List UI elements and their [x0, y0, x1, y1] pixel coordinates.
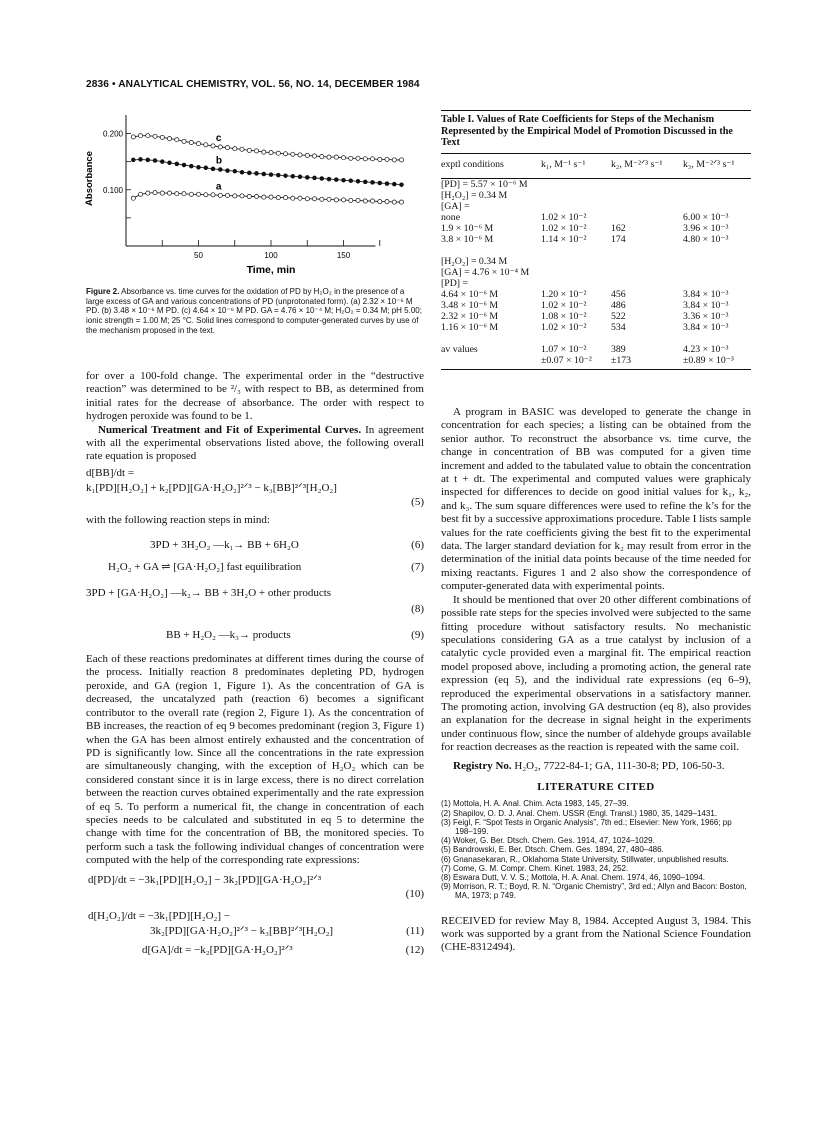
- table-row: [441, 223, 751, 234]
- data-point: [341, 156, 345, 160]
- data-point: [356, 156, 360, 160]
- data-point: [276, 196, 280, 200]
- data-point: [305, 176, 309, 180]
- reference-item: (3) Feigl, F. “Spot Tests in Organic Analysis”, 7th ed.; Elsevier: New York, 1966; pp 198–199.: [441, 817, 732, 836]
- data-point: [284, 174, 288, 178]
- data-point: [211, 144, 215, 148]
- equation-number: (7): [411, 561, 424, 574]
- data-point: [131, 135, 135, 139]
- data-point: [334, 155, 338, 159]
- series-label: a: [215, 181, 222, 193]
- data-point: [349, 198, 353, 202]
- y-axis-label: Absorbance: [84, 151, 95, 206]
- data-point: [189, 164, 193, 168]
- reference-item: (1) Mottola, H. A. Anal. Chim. Acta 1983, 145, 27–39.: [441, 799, 629, 809]
- table-cell: 6.00 × 10⁻³: [683, 211, 729, 223]
- data-point: [233, 194, 237, 198]
- data-point: [305, 153, 309, 157]
- table-cell: 522: [611, 310, 626, 322]
- equation-5b: k₁[PD][H₂O₂] + k₂[PD][GA·H₂O₂]²ᐟ³ − k₃[BB]²ᐟ³[H₂O₂]: [86, 482, 337, 495]
- figure-2: [84, 105, 424, 295]
- table-cell: [683, 267, 751, 278]
- data-point: [138, 134, 142, 138]
- table-cell: 3.48 × 10⁻⁶ M: [441, 299, 499, 311]
- data-point: [392, 158, 396, 162]
- table-row: [441, 333, 751, 344]
- reference-item: (4) Woker, G. Ber. Dtsch. Chem. Ges. 1914, 47, 1024–1029.: [441, 836, 655, 846]
- table-cell: ±0.07 × 10⁻²: [541, 355, 611, 370]
- data-point: [247, 148, 251, 152]
- table-cell: 174: [611, 233, 626, 245]
- table-row: [441, 178, 751, 190]
- data-point: [218, 145, 222, 149]
- table-cell: none: [441, 211, 461, 223]
- data-point: [342, 178, 346, 182]
- data-point: [247, 171, 251, 175]
- equation-number: (8): [411, 603, 424, 616]
- section-heading: Numerical Treatment and Fit of Experimental Curves.: [98, 423, 362, 436]
- data-point: [378, 200, 382, 204]
- data-point: [247, 194, 251, 198]
- equation-5a: d[BB]/dt =: [86, 466, 135, 479]
- registry-label: Registry No.: [453, 759, 512, 772]
- data-point: [298, 175, 302, 179]
- data-point: [320, 197, 324, 201]
- table-cell: [541, 267, 611, 278]
- table-cell: [541, 245, 611, 256]
- figure-caption: [86, 287, 424, 336]
- data-point: [225, 193, 229, 197]
- data-point: [146, 158, 150, 162]
- table-cell: 2.32 × 10⁻⁶ M: [441, 310, 499, 322]
- data-point: [240, 147, 244, 151]
- data-point: [204, 193, 208, 197]
- table-row: [441, 245, 751, 256]
- left-column: [86, 370, 424, 958]
- running-header: 2836 • ANALYTICAL CHEMISTRY, VOL. 56, NO. 14, DECEMBER 1984: [86, 79, 420, 90]
- table-cell: [541, 333, 611, 344]
- table-row: [441, 212, 751, 223]
- table-row: [441, 311, 751, 322]
- data-point: [146, 191, 150, 195]
- table-cell: [GA] = 4.76 × 10⁻⁴ M: [441, 266, 530, 278]
- table-cell: 4.80 × 10⁻³: [683, 233, 729, 245]
- data-point: [378, 181, 382, 185]
- data-point: [269, 151, 273, 155]
- table-cell: [683, 201, 751, 212]
- equation-6: 3PD + 3H₂O₂ —k₁→ BB + 6H₂O: [150, 539, 299, 552]
- table-cell: 3.84 × 10⁻³: [683, 299, 729, 311]
- table-row: [441, 300, 751, 311]
- table-cell: 1.08 × 10⁻²: [541, 310, 587, 322]
- data-point: [298, 196, 302, 200]
- table-row: [441, 278, 751, 289]
- data-point: [283, 196, 287, 200]
- data-point: [269, 173, 273, 177]
- data-point: [175, 192, 179, 196]
- data-point: [291, 152, 295, 156]
- data-point: [283, 152, 287, 156]
- equation-number: (9): [411, 629, 424, 642]
- table-cell: [611, 245, 683, 256]
- data-point: [334, 198, 338, 202]
- data-point: [131, 196, 135, 200]
- x-tick-label: 100: [264, 251, 278, 260]
- data-point: [226, 169, 230, 173]
- caption-text: Absorbance vs. time curves for the oxidation of PD by H₂O₂ in the presence of a large excess of GA and various concentrations of PD (unprotonated form). (a) 2.32 × 10⁻⁶ M PD. (b) 3.48 × 10⁻⁶ M PD. (c) 4.64 × 10⁻⁶ M PD. GA = 4.76 × 10⁻⁴ M; H₂O₂ = 0.34 M; pH 5.00; ionic strength = 1.00 M; 25 °C. Solid lines correspond to computer-generated curves by use of the mechanism proposed in the text.: [86, 287, 422, 335]
- data-point: [334, 178, 338, 182]
- table-cell: [683, 178, 751, 190]
- data-point: [167, 137, 171, 141]
- table-cell: [611, 190, 683, 201]
- data-point: [146, 134, 150, 138]
- reference-item: (9) Morrison, R. T.; Boyd, R. N. “Organic Chemistry”, 3rd ed.; Allyn and Bacon: Boston, MA, 1973; p 749.: [441, 882, 747, 901]
- table-1: [441, 110, 751, 370]
- table-cell: [PD] =: [441, 277, 469, 289]
- col-header: k₁, M⁻¹ s⁻¹: [541, 153, 611, 178]
- data-point: [327, 197, 331, 201]
- table-cell: [541, 190, 611, 201]
- table-cell: 1.02 × 10⁻²: [541, 222, 587, 234]
- data-point: [320, 177, 324, 181]
- received-note: RECEIVED for review May 8, 1984. Accepted August 3, 1984. This work was supported by a grant from the National Science Foundation (CHE-8312494).: [441, 914, 751, 954]
- table-cell: 1.02 × 10⁻²: [541, 321, 587, 333]
- data-point: [225, 146, 229, 150]
- data-point: [349, 179, 353, 183]
- series-label: c: [215, 133, 222, 144]
- data-point: [356, 198, 360, 202]
- data-point: [349, 156, 353, 160]
- table-cell: [541, 278, 611, 289]
- data-point: [204, 143, 208, 147]
- data-point: [167, 191, 171, 195]
- table-cell: 1.02 × 10⁻²: [541, 211, 587, 223]
- table-cell: [683, 333, 751, 344]
- equation-7: H₂O₂ + GA ⇌ [GA·H₂O₂] fast equilibration: [108, 561, 302, 574]
- paragraph: [86, 424, 424, 464]
- data-point: [182, 163, 186, 167]
- data-point: [211, 167, 215, 171]
- data-point: [276, 151, 280, 155]
- reference-item: (6) Gnanasekaran, R., Oklahoma State University, Stillwater, unpublished results.: [441, 854, 729, 864]
- table-cell: [611, 267, 683, 278]
- table-cell: [611, 201, 683, 212]
- data-point: [399, 200, 403, 204]
- data-point: [370, 157, 374, 161]
- data-point: [139, 158, 143, 162]
- data-point: [160, 160, 164, 164]
- paragraph: Each of these reactions predominates at different times during the course of the process. Initially reaction 8 predominates depleting PD, hydrogen peroxide, and GA (region 1, Figure 1). As the concentration of GA is decreased, the uncatalyzed path (reaction 6) becomes a significant contributor to the overall rate (region 2, Figure 1). As the concentration of BB increases, the reaction of eq 9 becomes predominant (region 3, Figure 1) when the GA has been almost entirely exhausted and the concentration of PD is significantly low. Since all the concentrations in the rate expression are simultaneously changing, with the exception of H₂O₂ which can be considered constant since it is in large excess, there is no direct correlation between the reaction curves obtained experimentally and the rate expression of eq 5. To perform a numerical fit, the change in concentration of each species needs to be calculated and substituted in eq 5 to determine the change with time for the concentration of BB, the monitored species. To perform such a task the following individual changes of concentration were computed with the help of the corresponding rate expressions:: [86, 653, 424, 867]
- table-row: [441, 234, 751, 245]
- data-point: [254, 194, 258, 198]
- table-cell: 1.20 × 10⁻²: [541, 288, 587, 300]
- data-point: [276, 173, 280, 177]
- data-point: [233, 147, 237, 151]
- data-point: [298, 153, 302, 157]
- data-point: [197, 165, 201, 169]
- data-point: [182, 139, 186, 143]
- data-point: [175, 162, 179, 166]
- table-cell: 4.23 × 10⁻³: [683, 343, 729, 355]
- table-row: [441, 201, 751, 212]
- data-point: [182, 192, 186, 196]
- data-point: [305, 197, 309, 201]
- data-point: [363, 199, 367, 203]
- data-point: [399, 158, 403, 162]
- data-point: [327, 177, 331, 181]
- data-point: [385, 182, 389, 186]
- series-line: [133, 193, 401, 203]
- table-row: [441, 355, 751, 370]
- x-tick-label: 50: [194, 251, 203, 260]
- table-cell: 3.8 × 10⁻⁶ M: [441, 233, 494, 245]
- equation-number: (12): [405, 943, 424, 956]
- data-point: [196, 192, 200, 196]
- reference-item: (2) Shapilov, O. D. J. Anal. Chem. USSR (Engl. Transl.) 1980, 35, 1429–1431.: [441, 808, 717, 818]
- caption-label: Figure 2.: [86, 287, 120, 296]
- table-cell: 389: [611, 343, 626, 355]
- table-row: [441, 256, 751, 267]
- table-cell: [683, 245, 751, 256]
- data-point: [363, 180, 367, 184]
- table-cell: ±0.89 × 10⁻³: [683, 355, 751, 370]
- data-point: [168, 161, 172, 165]
- table-cell: [611, 178, 683, 190]
- absorbance-time-chart: [84, 105, 424, 295]
- table-cell: [683, 256, 751, 267]
- table-cell: [541, 201, 611, 212]
- data-point: [269, 195, 273, 199]
- table-cell: 4.64 × 10⁻⁶ M: [441, 288, 499, 300]
- table-cell: [H₂O₂] = 0.34 M: [441, 255, 508, 267]
- table-cell: [541, 178, 611, 190]
- reference-item: (5) Bandrowski, E. Ber. Dtsch. Chem. Ges. 1894, 27, 480–486.: [441, 845, 664, 855]
- table-row: [441, 322, 751, 333]
- table-cell: [H₂O₂] = 0.34 M: [441, 189, 508, 201]
- data-point: [153, 191, 157, 195]
- table-cell: [611, 256, 683, 267]
- data-point: [189, 140, 193, 144]
- equation-number: (6): [411, 539, 424, 552]
- equation-11a: d[H₂O₂]/dt = −3k₁[PD][H₂O₂] −: [88, 909, 230, 922]
- table-cell: 456: [611, 288, 626, 300]
- data-point: [189, 192, 193, 196]
- paragraph-text: In agreement with all the experimental observations listed above, the following overall rate equation is proposed: [86, 423, 425, 463]
- table-cell: 486: [611, 299, 626, 311]
- data-point: [138, 192, 142, 196]
- registry: [441, 760, 751, 773]
- x-tick-label: 150: [336, 251, 351, 260]
- paragraph: for over a 100-fold change. The experimental order in the “destructive reaction” was determined to be ²/₃ with respect to BB, as determined from initial rates for the decrease of absorbance. The order with respect to hydrogen peroxide was found to be 1.: [86, 370, 424, 423]
- table-row: [441, 190, 751, 201]
- table-cell: [541, 256, 611, 267]
- table-cell: [441, 333, 541, 344]
- table-cell: 162: [611, 222, 626, 234]
- table-cell: 3.96 × 10⁻³: [683, 222, 729, 234]
- data-point: [196, 142, 200, 146]
- table-title: Table I. Values of Rate Coefficients for Steps of the Mechanism Represented by the Empirical Model of Promotion Discussed in the Text: [441, 110, 751, 149]
- series-line: [133, 136, 401, 160]
- data-point: [291, 196, 295, 200]
- table-cell: [683, 190, 751, 201]
- table-row: [441, 289, 751, 300]
- data-point: [371, 181, 375, 185]
- table-cell: 1.07 × 10⁻²: [541, 343, 587, 355]
- col-header: k₂, M⁻²ᐟ³ s⁻¹: [611, 153, 683, 178]
- table-cell: [611, 333, 683, 344]
- table-cell: 3.36 × 10⁻³: [683, 310, 729, 322]
- table-cell: 1.02 × 10⁻²: [541, 299, 587, 311]
- equation-number: (11): [406, 924, 424, 937]
- table-cell: av values: [441, 343, 478, 355]
- data-point: [400, 183, 404, 187]
- series-line: [133, 159, 401, 184]
- table-cell: [611, 278, 683, 289]
- table-cell: 3.84 × 10⁻³: [683, 321, 729, 333]
- y-tick-label: 0.200: [102, 129, 123, 139]
- series-label: b: [215, 155, 223, 167]
- data-point: [262, 150, 266, 154]
- registry-text: H₂O₂, 7722-84-1; GA, 111-30-8; PD, 106-50-3.: [514, 759, 725, 772]
- equation-8: 3PD + [GA·H₂O₂] —k₂→ BB + 3H₂O + other products: [86, 587, 332, 600]
- data-point: [291, 174, 295, 178]
- data-point: [254, 149, 258, 153]
- data-point: [356, 179, 360, 183]
- table-cell: [PD] = 5.57 × 10⁻⁶ M: [441, 178, 528, 190]
- data-point: [175, 138, 179, 142]
- data-point: [255, 172, 259, 176]
- x-axis-label: Time, min: [246, 264, 296, 276]
- table-cell: [GA] =: [441, 200, 470, 212]
- equation-12: d[GA]/dt = −k₂[PD][GA·H₂O₂]²ᐟ³: [142, 943, 293, 956]
- data-point: [392, 200, 396, 204]
- data-point: [218, 193, 222, 197]
- data-point: [378, 157, 382, 161]
- reference-list: [441, 799, 751, 900]
- data-point: [218, 168, 222, 172]
- data-point: [385, 157, 389, 161]
- table-cell: [441, 245, 541, 256]
- table-row: [441, 267, 751, 278]
- data-point: [240, 170, 244, 174]
- table-cell: 1.9 × 10⁻⁶ M: [441, 222, 494, 234]
- equation-10: d[PD]/dt = −3k₁[PD][H₂O₂] − 3k₂[PD][GA·H₂O₂]²ᐟ³: [88, 873, 322, 886]
- equation-9: BB + H₂O₂ —k₃→ products: [166, 629, 291, 642]
- data-point: [262, 172, 266, 176]
- paragraph: It should be mentioned that over 20 other different combinations of possible rate steps for the species involved were subjected to the same fitting procedure without satisfactory results. No mechanistic speculations considering GA as a true catalyst by inclusion of a catalytic cycle provided even a marginal fit. The empirical reaction model proposed above, including a promoting action, the general rate expression (eq 5), and the individual rate expressions (eq 6–9), reproduced the experimental observations in a satisfactory manner. The promoting action, involving GA destruction (eq 8), also provides an explanation for the decrease in signal height in the experiments under continuous flow, since the number of aldehyde groups available for reaction decreases as the reaction is repeated with the same coil.: [441, 593, 751, 754]
- rate-coefficient-table: [441, 153, 751, 370]
- table-cell: [441, 355, 541, 370]
- table-cell: 1.14 × 10⁻²: [541, 233, 587, 245]
- data-point: [160, 191, 164, 195]
- equation-11b: 3k₂[PD][GA·H₂O₂]²ᐟ³ − k₃[BB]²ᐟ³[H₂O₂]: [150, 924, 334, 937]
- reference-item: (8) Eswara Dutt, V. V. S.; Mottola, H. A. Anal. Chem. 1974, 46, 1090–1094.: [441, 873, 706, 882]
- data-point: [131, 158, 135, 162]
- reference-item: (7) Come, G. M. Compr. Chem. Kinet. 1983, 24, 252.: [441, 863, 629, 873]
- data-point: [341, 198, 345, 202]
- table-row: [441, 344, 751, 355]
- data-point: [312, 154, 316, 158]
- data-point: [233, 169, 237, 173]
- table-cell: [683, 278, 751, 289]
- data-point: [320, 155, 324, 159]
- col-header: k₃, M⁻²ᐟ³ s⁻¹: [683, 153, 751, 178]
- table-cell: 1.16 × 10⁻⁶ M: [441, 321, 499, 333]
- data-point: [363, 157, 367, 161]
- data-point: [327, 155, 331, 159]
- data-point: [153, 159, 157, 163]
- table-cell: 534: [611, 321, 626, 333]
- data-point: [370, 199, 374, 203]
- table-cell: [611, 212, 683, 223]
- data-point: [204, 166, 208, 170]
- data-point: [392, 182, 396, 186]
- data-point: [385, 200, 389, 204]
- literature-heading: LITERATURE CITED: [537, 780, 655, 793]
- data-point: [262, 195, 266, 199]
- data-point: [312, 197, 316, 201]
- data-point: [153, 134, 157, 138]
- paragraph: with the following reaction steps in mind:: [86, 513, 270, 526]
- data-point: [211, 193, 215, 197]
- equation-number: (5): [411, 495, 424, 508]
- paragraph: A program in BASIC was developed to generate the change in concentration for each species; a listing can be obtained from the senior author. To reconstruct the absorbance vs. time curve, the change in concentration of BB was computed for a given time increment and added to the tabulated value to obtain the concentration at t + dt. The experimental and computed values were graphicaly inspected for differences to decide on good initial values for k₁, k₂, and k₃. The sum square differences were used to refine the k’s for the best fit by a successive approximations procedure. Table I lists sample values for the rate coefficients giving the best fit to the experimental data. The larger standard deviation for k₂ may result from error in the determination of the initial data points because of the time needed for mixing reactants. Figures 1 and 2 also show the correspondence of computer-generated data with experimental points.: [441, 406, 751, 593]
- data-point: [160, 135, 164, 139]
- y-tick-label: 0.100: [102, 185, 123, 195]
- right-column: [441, 406, 751, 955]
- table-cell: ±173: [611, 355, 683, 370]
- data-point: [313, 176, 317, 180]
- data-point: [240, 194, 244, 198]
- table-cell: 3.84 × 10⁻³: [683, 288, 729, 300]
- equation-number: (10): [405, 887, 424, 900]
- col-header: exptl conditions: [441, 153, 541, 178]
